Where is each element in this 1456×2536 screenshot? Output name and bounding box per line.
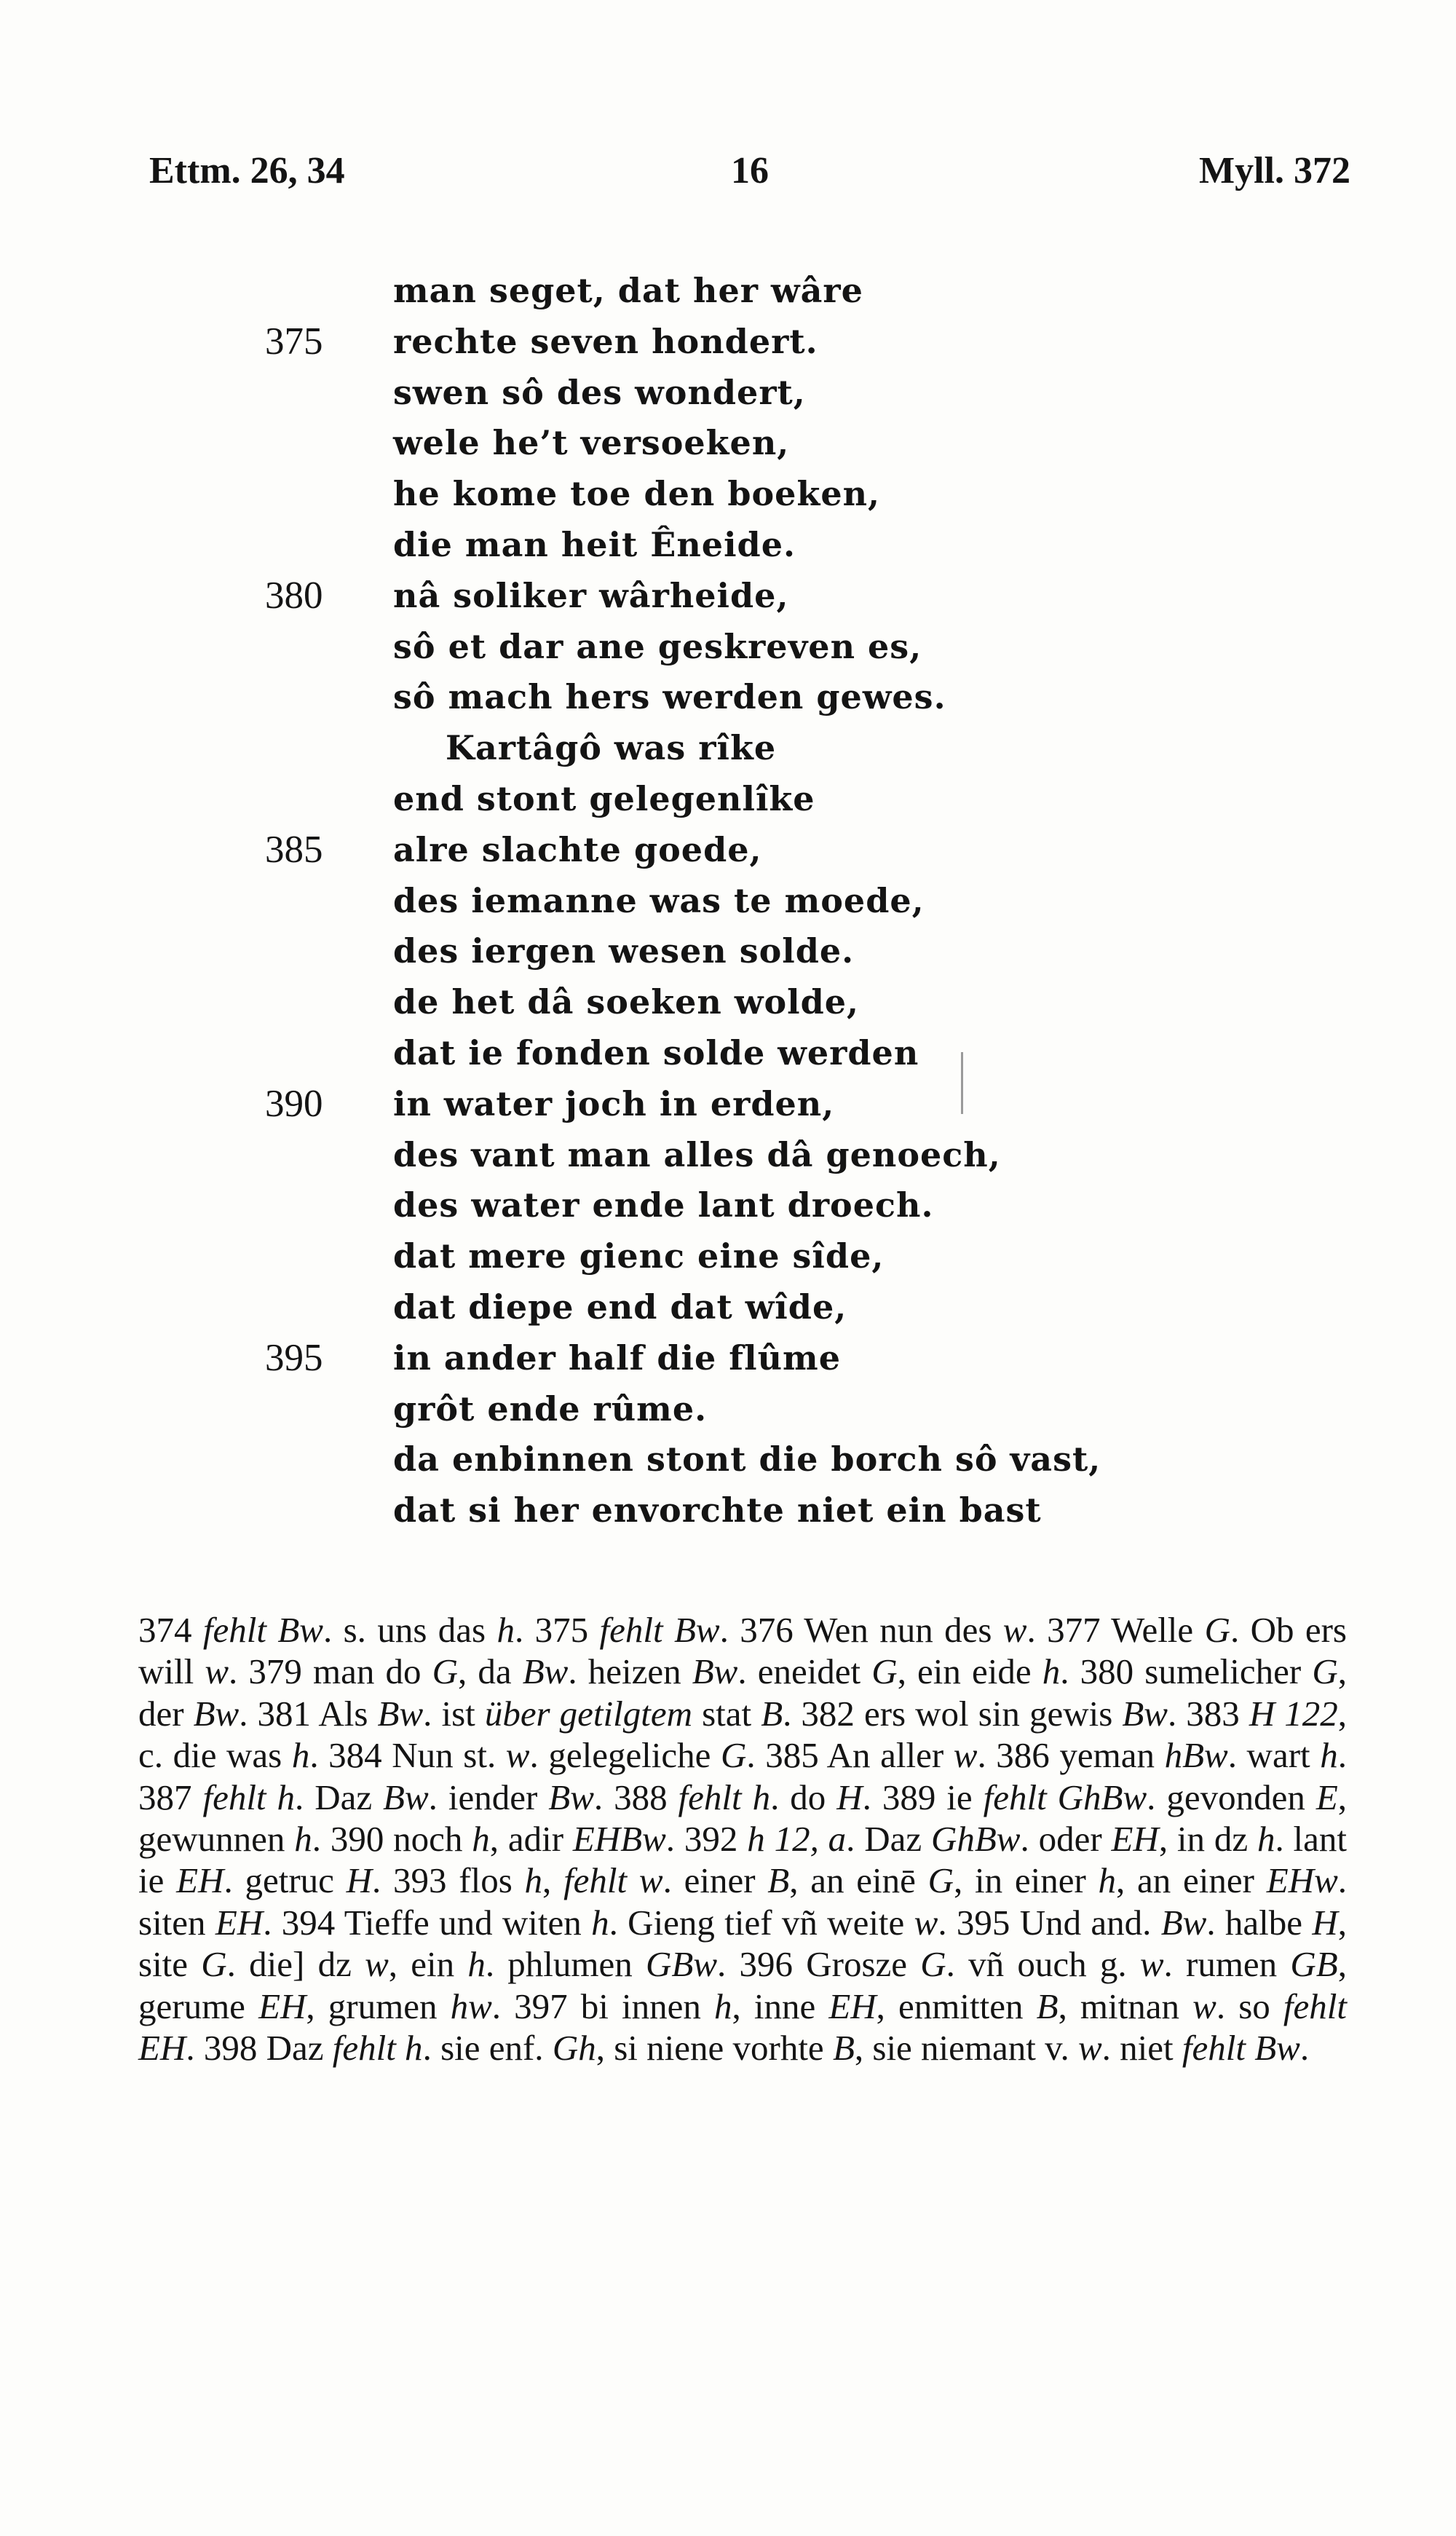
siglum: Bw: [193, 1693, 240, 1734]
verse-text-line: dat diepe end dat wîde,: [393, 1287, 847, 1327]
apparatus-text: . Daz: [295, 1777, 384, 1817]
siglum: G: [1204, 1610, 1230, 1650]
apparatus-text: . Ob ers will: [138, 1610, 1347, 1692]
apparatus-text: , sie niemant v.: [854, 2028, 1078, 2069]
verse-line: [0, 266, 1456, 317]
verse-text-line: rechte seven hondert.: [393, 321, 818, 361]
siglum: Bw: [548, 1777, 594, 1817]
apparatus-text: . die] dz: [226, 1944, 365, 1985]
page-number: 16: [731, 150, 769, 191]
apparatus-text: . 386 yeman: [977, 1735, 1165, 1776]
siglum: w: [505, 1735, 530, 1776]
siglum: fehlt h: [332, 2028, 423, 2069]
siglum: G: [201, 1944, 227, 1985]
siglum: h: [467, 1944, 486, 1985]
apparatus-text: . 385 An aller: [746, 1735, 954, 1776]
verse-text-line: man seget, dat her wâre: [393, 271, 863, 310]
siglum: fehlt GhBw: [983, 1777, 1147, 1817]
apparatus-text: . 395 Und and.: [938, 1902, 1161, 1943]
siglum: w: [1139, 1944, 1164, 1985]
siglum: w: [1002, 1610, 1027, 1650]
apparatus-text: . 392: [665, 1819, 748, 1860]
verse-text-line: sô et dar ane geskreven es,: [393, 626, 922, 666]
apparatus-text: . ist: [423, 1693, 485, 1734]
siglum: fehlt w: [563, 1860, 663, 1901]
apparatus-text: . rumen: [1163, 1944, 1291, 1985]
siglum: h: [524, 1860, 543, 1901]
verse-text-line: des iemanne was te moede,: [393, 880, 925, 920]
apparatus-text: . 377 Welle: [1026, 1610, 1205, 1650]
apparatus-text: . 379 man do: [229, 1651, 432, 1692]
apparatus-text: . 380 sumelicher: [1060, 1651, 1313, 1692]
verse-line: [0, 1231, 1456, 1282]
verse-text-line: swen sô des wondert,: [393, 372, 806, 412]
siglum: h: [1098, 1860, 1117, 1901]
line-number: 385: [265, 828, 323, 871]
apparatus-text: . gelegeliche: [529, 1735, 721, 1776]
verse-text-line: dat ie fonden solde werden: [393, 1032, 919, 1073]
verse-line: [0, 774, 1456, 825]
verse-line: [0, 825, 1456, 876]
apparatus-text: , da: [458, 1651, 523, 1692]
siglum: fehlt h: [202, 1777, 295, 1817]
apparatus-text: . do: [770, 1777, 837, 1817]
critical-apparatus: [138, 1609, 1347, 2069]
apparatus-text: . wart: [1227, 1735, 1321, 1776]
verse-line: [0, 1434, 1456, 1485]
apparatus-text: . siten: [138, 1860, 1347, 1943]
apparatus-text: . so: [1216, 1986, 1283, 2026]
siglum: h: [713, 1986, 732, 2026]
siglum: fehlt EH: [138, 1986, 1348, 2069]
verse-text-line: end stont gelegenlîke: [393, 778, 815, 818]
verse-text: [0, 266, 1456, 1536]
siglum: G: [721, 1735, 747, 1776]
siglum: w: [365, 1944, 389, 1985]
verse-text-line: Kartâgô was rîke: [446, 728, 777, 768]
verse-line: [0, 672, 1456, 723]
verse-text-line: grôt ende rûme.: [393, 1389, 708, 1429]
apparatus-text: . 397 bi innen: [491, 1986, 714, 2026]
siglum: GhBw: [930, 1819, 1021, 1860]
apparatus-text: . getruc: [223, 1860, 347, 1901]
verse-line: [0, 926, 1456, 977]
verse-text-line: die man heit Êneide.: [393, 524, 796, 564]
verse-text-line: des water ende lant droech.: [393, 1185, 934, 1225]
apparatus-text: , der: [138, 1651, 1347, 1734]
siglum: EH: [258, 1986, 306, 2026]
line-number: 390: [265, 1082, 323, 1125]
siglum: B: [767, 1860, 790, 1901]
siglum: H: [836, 1777, 863, 1817]
siglum: Bw: [1160, 1902, 1207, 1943]
verse-text-line: de het dâ soeken wolde,: [393, 982, 860, 1022]
verse-line: [0, 1028, 1456, 1079]
apparatus-text: . 393 flos: [372, 1860, 525, 1901]
verse-line: [0, 1384, 1456, 1435]
verse-text-line: wele he’t versoeken,: [393, 423, 790, 463]
verse-text-line: des vant man alles dâ genoech,: [393, 1134, 1001, 1174]
apparatus-text: , c. die was: [138, 1693, 1348, 1776]
siglum: EHw: [1266, 1860, 1338, 1901]
verse-line: [0, 520, 1456, 571]
verse-line: [0, 876, 1456, 927]
apparatus-text: 374: [138, 1610, 203, 1650]
siglum: EH: [828, 1986, 877, 2026]
siglum: w: [914, 1902, 938, 1943]
siglum: EH: [215, 1902, 264, 1943]
apparatus-text: . eneidet: [737, 1651, 872, 1692]
siglum: B: [761, 1693, 783, 1734]
siglum: hw: [450, 1986, 492, 2026]
apparatus-text: . gevonden: [1147, 1777, 1316, 1817]
apparatus-text: , inne: [732, 1986, 829, 2026]
apparatus-text: . 381 Als: [239, 1693, 378, 1734]
siglum: h: [291, 1735, 310, 1776]
apparatus-text: . 390 noch: [312, 1819, 472, 1860]
siglum: w: [953, 1735, 978, 1776]
verse-line: [0, 1180, 1456, 1231]
siglum: GB: [1290, 1944, 1338, 1985]
apparatus-text: . phlumen: [485, 1944, 646, 1985]
siglum: h: [496, 1610, 515, 1650]
siglum: fehlt Bw: [599, 1610, 720, 1650]
apparatus-text: . 388: [593, 1777, 678, 1817]
siglum: h: [1320, 1735, 1338, 1776]
siglum: G: [927, 1860, 954, 1901]
siglum: h 12, a: [747, 1819, 847, 1860]
siglum: w: [1192, 1986, 1216, 2026]
apparatus-text: . heizen: [568, 1651, 692, 1692]
verse-line: [0, 1130, 1456, 1181]
siglum: hBw: [1164, 1735, 1228, 1776]
siglum: E: [1315, 1777, 1338, 1817]
siglum: B: [832, 2028, 855, 2069]
verse-line: [0, 1079, 1456, 1130]
verse-line: [0, 571, 1456, 622]
siglum: über getilgtem: [484, 1693, 693, 1734]
apparatus-text: . 387: [138, 1735, 1347, 1817]
siglum: H: [1312, 1902, 1338, 1943]
page-header: [149, 149, 1350, 208]
siglum: EH: [1111, 1819, 1159, 1860]
siglum: h: [294, 1819, 312, 1860]
line-number: 375: [265, 320, 323, 363]
apparatus-text: . 375: [514, 1610, 600, 1650]
apparatus-text: . 398 Daz: [186, 2028, 333, 2069]
apparatus-text: , adir: [489, 1819, 573, 1860]
siglum: h: [1042, 1651, 1061, 1692]
apparatus-text: . 384 Nun st.: [309, 1735, 506, 1776]
apparatus-text: . vñ ouch g.: [946, 1944, 1140, 1985]
apparatus-text: . niet: [1101, 2028, 1182, 2069]
apparatus-text: . lant ie: [138, 1819, 1348, 1901]
verse-text-line: des iergen wesen solde.: [393, 931, 855, 971]
verse-line: [0, 1485, 1456, 1536]
verse-line: [0, 977, 1456, 1028]
apparatus-text: . 394 Tieffe und witen: [263, 1902, 592, 1943]
siglum: Bw: [1122, 1693, 1168, 1734]
verse-text-line: dat mere gienc eine sîde,: [393, 1236, 885, 1276]
apparatus-text: , si niene vorhte: [596, 2028, 833, 2069]
siglum: w: [205, 1651, 229, 1692]
verse-text-line: da enbinnen stont die borch sô vast,: [393, 1439, 1101, 1480]
siglum: Bw: [522, 1651, 569, 1692]
apparatus-text: , mitnan: [1058, 1986, 1193, 2026]
apparatus-text: . 376 Wen nun des: [719, 1610, 1003, 1650]
apparatus-text: , enmitten: [876, 1986, 1037, 2026]
line-number: 380: [265, 574, 323, 617]
verse-line: [0, 469, 1456, 520]
siglum: H: [346, 1860, 373, 1901]
verse-line: [0, 1282, 1456, 1333]
siglum: EHBw: [572, 1819, 666, 1860]
siglum: H 122: [1249, 1693, 1338, 1734]
apparatus-text: , an einer: [1116, 1860, 1267, 1901]
line-number: 395: [265, 1336, 323, 1379]
verse-line: [0, 368, 1456, 419]
apparatus-text: . Daz: [846, 1819, 931, 1860]
apparatus-text: . oder: [1020, 1819, 1112, 1860]
apparatus-text: . 389 ie: [862, 1777, 984, 1817]
verse-text-line: alre slachte goede,: [393, 829, 762, 869]
apparatus-text: . 383: [1167, 1693, 1249, 1734]
siglum: h: [472, 1819, 490, 1860]
siglum: G: [432, 1651, 458, 1692]
apparatus-text: , site: [138, 1902, 1348, 1985]
siglum: fehlt Bw: [202, 1610, 323, 1650]
verse-text-line: sô mach hers werden gewes.: [393, 677, 946, 717]
verse-text-line: nâ soliker wârheide,: [393, 575, 789, 615]
apparatus-text: . 382 ers wol sin gewis: [783, 1693, 1123, 1734]
apparatus-text: . 396 Grosze: [717, 1944, 921, 1985]
margin-mark: [961, 1052, 963, 1114]
header-right-reference: Myll. 372: [1199, 150, 1350, 191]
apparatus-text: .: [1299, 2028, 1310, 2069]
verse-line: [0, 418, 1456, 469]
verse-text-line: in ander half die flûme: [393, 1338, 841, 1378]
apparatus-text: stat: [692, 1693, 761, 1734]
siglum: EH: [176, 1860, 224, 1901]
apparatus-text: , ein: [388, 1944, 468, 1985]
siglum: h: [1257, 1819, 1275, 1860]
siglum: G: [920, 1944, 946, 1985]
siglum: Bw: [692, 1651, 738, 1692]
header-left-reference: Ettm. 26, 34: [149, 150, 345, 191]
verse-line: [0, 317, 1456, 368]
siglum: B: [1036, 1986, 1059, 2026]
siglum: Bw: [377, 1693, 424, 1734]
siglum: fehlt Bw: [1182, 2028, 1300, 2069]
siglum: G: [1312, 1651, 1338, 1692]
apparatus-text: . s. uns das: [323, 1610, 497, 1650]
apparatus-text: , in einer: [953, 1860, 1099, 1901]
apparatus-text: . sie enf.: [422, 2028, 553, 2069]
verse-line: [0, 622, 1456, 673]
verse-line: [0, 723, 1456, 774]
apparatus-text: ,: [542, 1860, 564, 1901]
siglum: h: [591, 1902, 609, 1943]
apparatus-text: , gewunnen: [138, 1777, 1348, 1860]
siglum: Bw: [383, 1777, 429, 1817]
apparatus-text: , in dz: [1158, 1819, 1257, 1860]
verse-line: [0, 1333, 1456, 1384]
apparatus-text: . einer: [662, 1860, 768, 1901]
siglum: fehlt h: [678, 1777, 771, 1817]
apparatus-text: , an einē: [789, 1860, 928, 1901]
verse-text-line: he kome toe den boeken,: [393, 474, 881, 514]
siglum: GBw: [646, 1944, 718, 1985]
siglum: w: [1077, 2028, 1102, 2069]
apparatus-text: , ein eide: [897, 1651, 1042, 1692]
apparatus-text: . Gieng tief vñ weite: [609, 1902, 914, 1943]
apparatus-text: . halbe: [1206, 1902, 1313, 1943]
apparatus-text: , grumen: [306, 1986, 451, 2026]
apparatus-text: , gerume: [138, 1944, 1347, 2026]
verse-text-line: dat si her envorchte niet ein bast: [393, 1490, 1042, 1530]
siglum: G: [871, 1651, 898, 1692]
verse-text-line: in water joch in erden,: [393, 1083, 835, 1123]
siglum: Gh: [552, 2028, 596, 2069]
apparatus-text: . iender: [428, 1777, 549, 1817]
